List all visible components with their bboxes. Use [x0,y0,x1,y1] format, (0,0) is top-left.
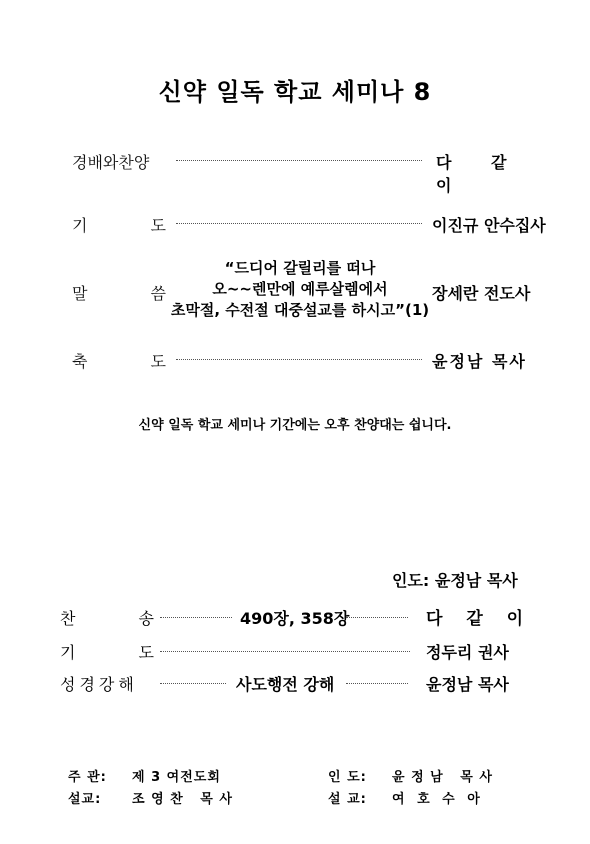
evening-middle-hymn: 490장, 358장 [240,609,350,628]
sermon-line-1: “드디어 갈릴리를 떠나 [224,259,376,277]
evening-label-hymn: 찬 송 [60,609,154,628]
footer-preacher2-label: 설 교: [328,792,367,807]
order-label-sermon: 말 씀 [72,284,166,303]
footer-preacher-label: 설교: [68,792,102,807]
dotted-leader [176,160,422,161]
page-title: 신약 일독 학교 세미나 8 [158,78,432,106]
footer-host-value: 제 3 여전도회 [132,770,221,785]
sermon-line-2: 오~~렌만에 예루살렘에서 [212,280,388,298]
evening-leader: 인도: 윤정남 목사 [392,571,518,590]
notice-text: 신약 일독 학교 세미나 기간에는 오후 찬양대는 쉽니다. [138,418,452,433]
dotted-leader [176,359,422,360]
evening-label-exposition: 성경강해 [60,675,138,694]
dotted-leader [346,683,408,684]
order-label-prayer: 기 도 [72,216,166,235]
evening-middle-exposition: 사도행전 강해 [236,675,335,694]
footer-lead-value: 윤 정 남 목 사 [392,770,493,785]
order-value-sermon: 장세란 전도사 [432,284,531,303]
sermon-title [170,258,430,321]
order-value-worship: 다 같 이 [436,153,524,195]
evening-label-prayer: 기 도 [60,643,154,662]
dotted-leader [160,617,232,618]
dotted-leader [346,617,408,618]
evening-value-hymn: 다 같 이 [426,609,533,629]
evening-value-exposition: 윤정남 목사 [426,675,509,694]
order-value-prayer: 이진규 안수집사 [432,216,546,235]
order-value-benediction: 윤정남 목사 [432,352,527,371]
footer-host-label: 주 관: [68,770,107,785]
dotted-leader [160,651,410,652]
footer-preacher2-value: 여 호 수 아 [392,792,484,807]
evening-value-prayer: 정두리 권사 [426,643,509,662]
footer-preacher-value: 조 영 찬 목 사 [132,792,233,807]
order-label-benediction: 축 도 [72,352,166,371]
footer-lead-label: 인 도: [328,770,367,785]
dotted-leader [160,683,226,684]
sermon-line-3: 초막절, 수전절 대중설교를 하시고”(1) [170,301,430,319]
dotted-leader [176,223,422,224]
order-label-worship: 경배와찬양 [72,153,150,172]
